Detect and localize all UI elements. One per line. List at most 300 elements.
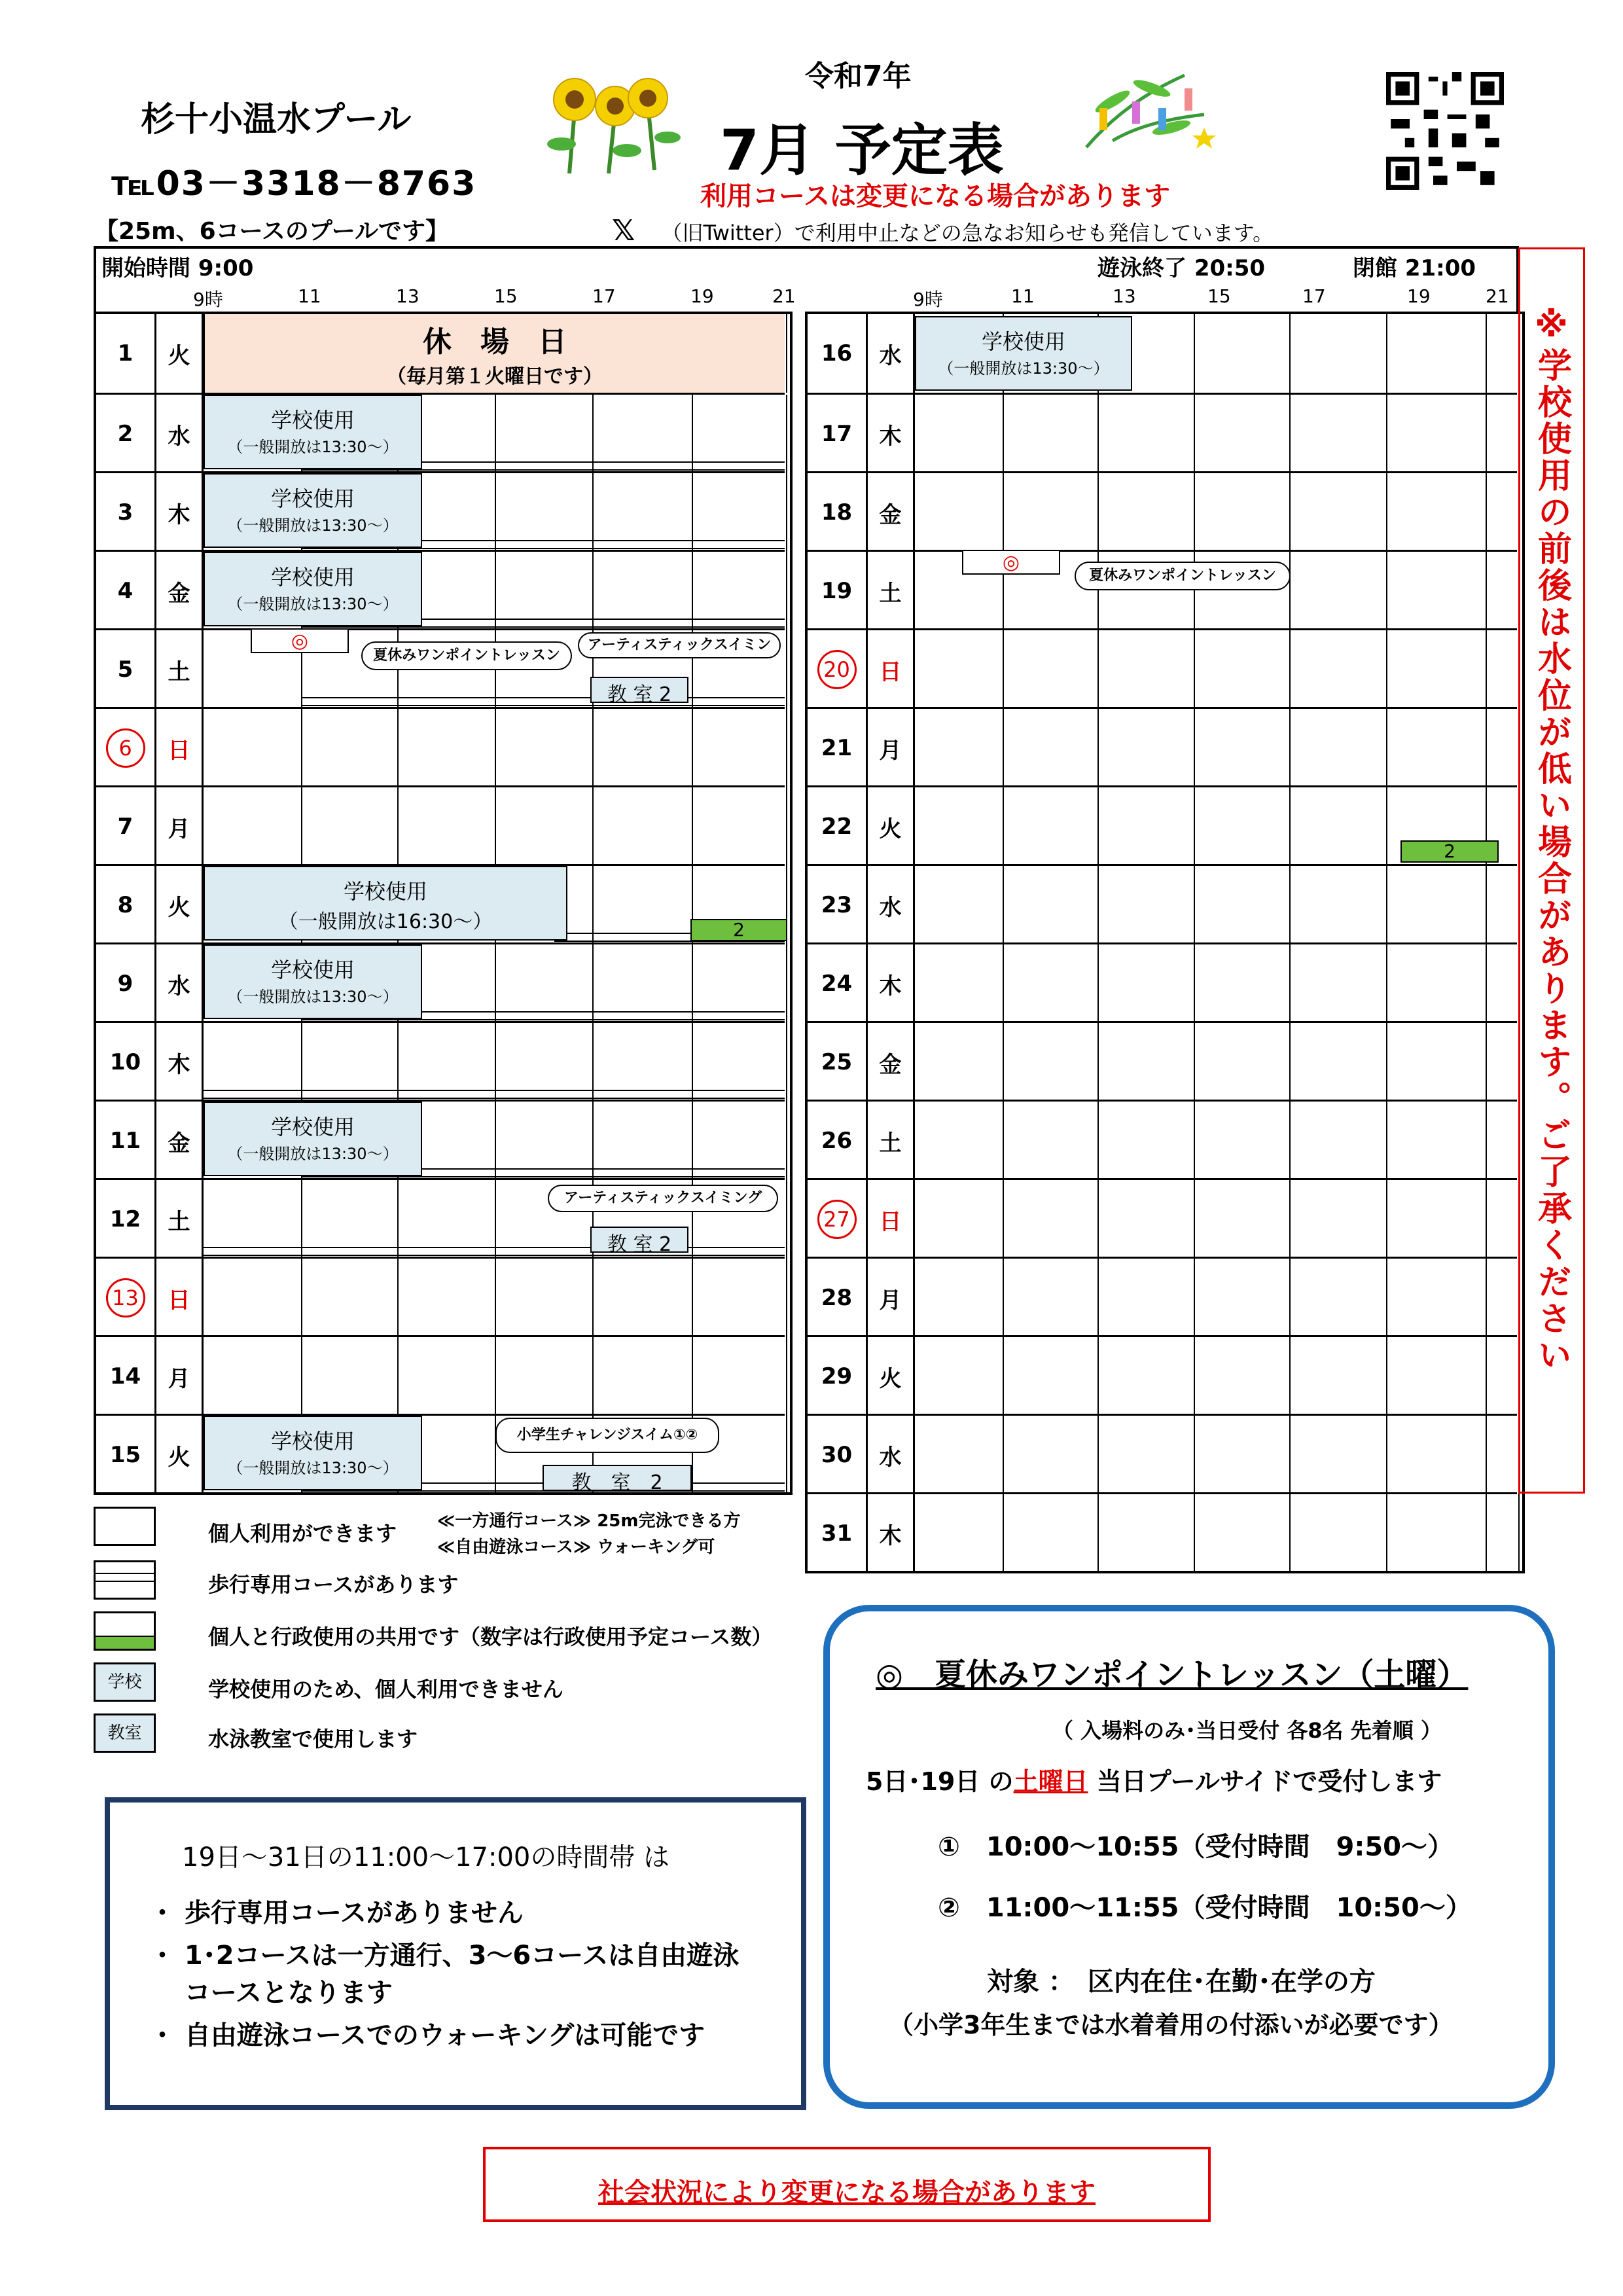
hour-cell (399, 787, 496, 866)
sunday-number: 27 (817, 1200, 857, 1239)
day-number: 4 (96, 552, 156, 630)
info-item: ・ 1･2コースは一方通行、3～6コースは自由遊泳 (149, 1941, 740, 1971)
hour-cell (1099, 1180, 1195, 1259)
hour-cell (204, 709, 302, 787)
rest-day-subtitle: （毎月第１火曜日です） (387, 365, 603, 388)
hour-cell (1387, 944, 1487, 1023)
shared-use-count: 2 (690, 919, 787, 941)
hour-cell (1099, 1102, 1195, 1180)
day-of-week: 木 (156, 473, 204, 552)
day-number: 31 (808, 1494, 868, 1573)
hour-cell (1004, 473, 1099, 552)
lesson-mark: ◎ (251, 628, 349, 653)
hour-cell (1195, 1102, 1291, 1180)
hour-cell (1487, 1180, 1520, 1259)
day-of-week: 土 (868, 552, 915, 630)
school-use-sub: （一般開放は13:30～） (227, 516, 399, 535)
lesson-bubble: 夏休みワンポイントレッスン (361, 641, 572, 670)
hour-cell (1387, 1494, 1487, 1573)
sunflower-illustration (543, 65, 687, 177)
hour-cell (1004, 1337, 1099, 1416)
day-of-week: 水 (156, 944, 204, 1023)
hour-cell (1004, 1259, 1099, 1337)
legend-walking: 歩行専用コースがあります (208, 1572, 459, 1597)
hour-cell (693, 787, 787, 866)
hour-cell (204, 1259, 302, 1337)
hour-cell (693, 709, 787, 787)
info-box-title: 19日～31日の11:00～17:00の時間帯 は (182, 1842, 670, 1873)
day-number: 1 (96, 314, 156, 393)
hour-cell (1487, 314, 1520, 393)
lesson-line-pre: 5日･19日 の (866, 1767, 1014, 1796)
day-number: 9 (96, 944, 156, 1023)
day-row (96, 707, 785, 787)
legend-shared-box (94, 1611, 156, 1651)
day-of-week: 木 (868, 944, 915, 1023)
hour-cell (1195, 1180, 1291, 1259)
day-row (808, 1335, 1517, 1416)
hour-cell (1291, 1259, 1387, 1337)
hour-cell (915, 944, 1004, 1023)
hour-cell (1387, 1102, 1487, 1180)
hour-cell (1387, 1416, 1487, 1494)
day-row (96, 1335, 785, 1416)
era-year: 令和7年 (805, 60, 912, 93)
hour-cell (496, 1337, 594, 1416)
day-number: 24 (808, 944, 868, 1023)
day-number: 17 (808, 395, 868, 473)
legend-individual-box (94, 1507, 156, 1546)
hour-cell (1004, 1023, 1099, 1102)
time-label: 15 (494, 285, 518, 307)
day-row (808, 1492, 1517, 1573)
afternoon-info-box (105, 1797, 806, 2110)
day-row (96, 550, 785, 630)
hour-cell (1387, 395, 1487, 473)
hour-cell (1387, 630, 1487, 709)
day-number (96, 709, 156, 787)
hour-cell (1487, 709, 1520, 787)
hour-cell (496, 1259, 594, 1337)
time-label: 17 (1302, 285, 1326, 307)
school-use-sub: （一般開放は13:30～） (227, 595, 399, 613)
hour-cell (1291, 630, 1387, 709)
hour-cell (915, 787, 1004, 866)
school-use-label: 学校使用 (270, 565, 355, 590)
hour-cell (399, 1337, 496, 1416)
school-use-block (204, 552, 422, 626)
time-label: 21 (772, 285, 796, 307)
day-number: 22 (808, 787, 868, 866)
day-of-week: 日 (156, 709, 204, 787)
day-number: 30 (808, 1416, 868, 1494)
hour-cell (693, 1337, 787, 1416)
day-number: 12 (96, 1180, 156, 1259)
hour-cell (594, 1259, 693, 1337)
school-use-block (204, 473, 422, 548)
hour-cell (1004, 944, 1099, 1023)
day-of-week: 金 (868, 1023, 915, 1102)
time-label: 9時 (193, 289, 223, 310)
day-of-week: 火 (868, 1337, 915, 1416)
x-notice-text: （旧Twitter）で利用中止などの急なお知らせも発信しています。 (661, 221, 1274, 245)
lesson-target-note: （小学3年生までは水着着用の付添いが必要です） (889, 2011, 1454, 2039)
school-use-block (204, 1416, 422, 1490)
day-row (96, 1021, 785, 1102)
day-of-week: 日 (868, 1180, 915, 1259)
day-number: 3 (96, 473, 156, 552)
legend-classroom-box: 教室 (94, 1713, 156, 1753)
artistic-swimming-bubble: アーティスティックスイミン (578, 632, 781, 658)
rest-day-block (204, 314, 785, 393)
hour-cell (1387, 1337, 1487, 1416)
hour-cell (1004, 709, 1099, 787)
hour-cell (915, 1102, 1004, 1180)
open-time: 開始時間 9:00 (101, 255, 254, 281)
day-row (96, 471, 785, 552)
day-number: 2 (96, 395, 156, 473)
lesson-title (876, 1649, 1548, 1695)
day-of-week: 水 (868, 866, 915, 944)
hour-cell (1195, 1259, 1291, 1337)
school-use-sub: （一般開放は16:30～） (278, 910, 493, 933)
time-label: 17 (592, 285, 616, 307)
hour-cell (1291, 1023, 1387, 1102)
day-number: 23 (808, 866, 868, 944)
legend-shared: 個人と行政使用の共用です（数字は行政使用予定コース数） (208, 1624, 773, 1649)
hour-cell (1195, 630, 1291, 709)
hour-cell (915, 1180, 1004, 1259)
hour-cell (1387, 1259, 1487, 1337)
hour-cell (1099, 944, 1195, 1023)
time-label: 13 (1113, 285, 1136, 307)
hour-cell (1487, 944, 1520, 1023)
hour-cell (1195, 709, 1291, 787)
footer-note: 社会状況により変更になる場合があります (598, 2178, 1096, 2208)
legend-walking-box (94, 1560, 156, 1600)
hour-cell (1487, 1259, 1520, 1337)
hour-cell (204, 787, 302, 866)
day-number (808, 1180, 868, 1259)
water-level-note-text: ※学校使用の前後は水位が低い場合があります。ご了承ください (1531, 306, 1571, 1374)
hour-cell (915, 709, 1004, 787)
school-use-block (204, 866, 567, 941)
day-row (808, 314, 1517, 393)
hour-cell (1487, 552, 1520, 630)
day-of-week: 金 (156, 1102, 204, 1180)
hour-cell (1291, 1416, 1387, 1494)
hour-cell (1487, 1337, 1520, 1416)
x-logo-icon[interactable]: 𝕏 (612, 214, 635, 247)
classroom-block: 教 室 2 (590, 677, 688, 703)
hour-cell (1004, 1416, 1099, 1494)
day-number: 25 (808, 1023, 868, 1102)
hour-cell (1291, 944, 1387, 1023)
day-row (96, 785, 785, 866)
hour-cell (1099, 1337, 1195, 1416)
hour-cell (1487, 473, 1520, 552)
shared-use-count: 2 (1400, 840, 1499, 863)
hour-cell (1487, 1494, 1520, 1573)
hour-cell (1195, 787, 1291, 866)
school-use-block (204, 1102, 422, 1176)
day-of-week: 月 (156, 1337, 204, 1416)
day-number: 28 (808, 1259, 868, 1337)
qr-code[interactable] (1386, 72, 1504, 190)
lesson-bubble: 夏休みワンポイントレッスン (1075, 562, 1291, 590)
day-of-week: 金 (868, 473, 915, 552)
hour-cell (915, 1259, 1004, 1337)
school-use-sub: （一般開放は13:30～） (938, 359, 1109, 378)
day-row (808, 628, 1517, 709)
day-number (96, 1259, 156, 1337)
hour-cell (1099, 866, 1195, 944)
footer-box (483, 2147, 1211, 2222)
x-notice (612, 214, 1274, 247)
artistic-swimming-bubble: アーティスティックスイミング (548, 1185, 778, 1212)
day-row (808, 471, 1517, 552)
hour-cell (1487, 1023, 1520, 1102)
day-row (808, 1257, 1517, 1337)
day-of-week: 火 (868, 787, 915, 866)
legend-free: ≪自由遊泳コース≫ ウォーキング可 (437, 1537, 715, 1557)
summer-lesson-box (823, 1605, 1555, 2109)
school-use-label: 学校使用 (270, 958, 355, 982)
hour-cell (1099, 630, 1195, 709)
school-use-block (204, 944, 422, 1019)
day-row (808, 1021, 1517, 1102)
hour-cell (1487, 1102, 1520, 1180)
time-label: 9時 (913, 289, 943, 310)
hour-cell (1387, 709, 1487, 787)
legend-school: 学校使用のため、個人利用できません (208, 1677, 563, 1702)
school-use-block (915, 316, 1132, 391)
day-of-week: 火 (156, 314, 204, 393)
day-number: 18 (808, 473, 868, 552)
hour-cell (1004, 787, 1099, 866)
hour-cell (496, 709, 594, 787)
hour-cell (915, 1023, 1004, 1102)
school-use-label: 学校使用 (270, 1115, 355, 1139)
walking-lane (204, 1090, 785, 1099)
schedule-table-days-16-31 (805, 312, 1525, 1573)
time-label: 13 (396, 285, 419, 307)
lesson-slot-1: ① 10:00～10:55（受付時間 9:50～） (938, 1832, 1454, 1862)
hour-cell (1099, 395, 1195, 473)
sunday-number: 6 (106, 728, 145, 768)
school-use-label: 学校使用 (270, 408, 355, 433)
school-use-label: 学校使用 (343, 879, 427, 904)
classroom-block: 教 室 2 (590, 1227, 688, 1253)
sunday-number: 20 (817, 650, 857, 689)
hour-cell (1291, 552, 1387, 630)
course-change-note: 利用コースは変更になる場合があります (700, 181, 1170, 211)
tanabata-bamboo-illustration (1073, 62, 1217, 160)
hour-cell (1099, 1416, 1195, 1494)
rest-day-title: 休 場 日 (423, 325, 567, 359)
lesson-line-post: 当日プールサイドで受付します (1088, 1767, 1442, 1796)
hour-cell (1099, 473, 1195, 552)
hour-cell (302, 709, 399, 787)
lesson-mark: ◎ (962, 550, 1060, 575)
hour-cell (1487, 1416, 1520, 1494)
day-of-week: 月 (156, 787, 204, 866)
hour-cell (1099, 1494, 1195, 1573)
hour-cell (1291, 1337, 1387, 1416)
hour-cell (399, 709, 496, 787)
hour-cell (1291, 787, 1387, 866)
hour-cell (915, 866, 1004, 944)
hour-cell (1387, 552, 1487, 630)
day-number: 29 (808, 1337, 868, 1416)
lesson-reception-line (866, 1761, 1548, 1797)
hour-cell (1004, 630, 1099, 709)
hour-cell (1195, 944, 1291, 1023)
day-row (808, 1414, 1517, 1494)
hour-cell (302, 1337, 399, 1416)
day-of-week: 水 (868, 1416, 915, 1494)
day-number: 14 (96, 1337, 156, 1416)
challenge-swim-bubble: 小学生チャレンジスイム①② (495, 1418, 719, 1453)
hour-cell (204, 1337, 302, 1416)
hour-cell (1387, 866, 1487, 944)
day-of-week: 金 (156, 552, 204, 630)
lesson-line-saturday: 土曜日 (1013, 1767, 1088, 1796)
day-row (808, 1100, 1517, 1180)
hour-cell (1004, 1494, 1099, 1573)
day-of-week: 日 (156, 1259, 204, 1337)
day-of-week: 土 (868, 1102, 915, 1180)
day-number: 5 (96, 630, 156, 709)
lesson-title-text: ◎ 夏休みワンポイントレッスン（土曜） (876, 1657, 1469, 1693)
hour-cell (1387, 1023, 1487, 1102)
schedule-table-days-1-15 (94, 312, 793, 1495)
hour-cell (1099, 787, 1195, 866)
hour-cell (1291, 395, 1387, 473)
hour-cell (1195, 395, 1291, 473)
time-label: 15 (1207, 285, 1231, 307)
pool-name: 杉十小温水プール (141, 100, 412, 139)
day-row (808, 942, 1517, 1023)
lesson-target: 対象 ： 区内在住･在勤･在学の方 (987, 1967, 1376, 1997)
school-use-label: 学校使用 (270, 1429, 355, 1454)
hour-cell (1195, 1023, 1291, 1102)
hour-cell (1291, 866, 1387, 944)
hour-cell (1004, 1102, 1099, 1180)
day-of-week: 土 (156, 1180, 204, 1259)
hour-cell (1387, 473, 1487, 552)
day-of-week: 月 (868, 1259, 915, 1337)
hour-cell (915, 1416, 1004, 1494)
hour-cell (1004, 395, 1099, 473)
hour-cell (1195, 473, 1291, 552)
legend-school-box: 学校 (94, 1662, 156, 1702)
hour-cell (1291, 1180, 1387, 1259)
hour-cell (1195, 1494, 1291, 1573)
legend-classroom: 水泳教室で使用します (208, 1727, 418, 1751)
hour-cell (1195, 1337, 1291, 1416)
school-use-sub: （一般開放は13:30～） (227, 1145, 399, 1163)
day-row (96, 393, 785, 473)
water-level-note (1518, 247, 1585, 1494)
day-of-week: 日 (868, 630, 915, 709)
hour-cell (693, 1259, 787, 1337)
day-number: 8 (96, 866, 156, 944)
info-item: ・ 歩行専用コースがありません (149, 1898, 524, 1928)
school-use-sub: （一般開放は13:30～） (227, 438, 399, 456)
day-number: 11 (96, 1102, 156, 1180)
classroom-block: 教 室 2 (543, 1465, 692, 1491)
time-label: 19 (690, 285, 714, 307)
hour-cell (1487, 395, 1520, 473)
hour-cell (1291, 473, 1387, 552)
school-use-label: 学校使用 (270, 486, 355, 511)
hour-cell (1099, 1023, 1195, 1102)
walking-lane (204, 1247, 785, 1256)
sunday-number: 13 (106, 1278, 145, 1318)
hour-cell (1387, 314, 1487, 393)
day-of-week: 水 (156, 395, 204, 473)
day-row (808, 707, 1517, 787)
schedule-header (94, 246, 1519, 281)
legend-individual: 個人利用ができます (208, 1521, 397, 1546)
lesson-slot-2: ② 11:00～11:55（受付時間 10:50～） (938, 1893, 1472, 1923)
hour-cell (1291, 1494, 1387, 1573)
hour-cell (302, 787, 399, 866)
hour-cell (1291, 314, 1387, 393)
closing-time: 閉館 21:00 (1353, 255, 1476, 281)
hour-cell (915, 395, 1004, 473)
day-number: 15 (96, 1416, 156, 1494)
hour-cell (1195, 1416, 1291, 1494)
day-row (96, 1100, 785, 1180)
time-label: 11 (298, 285, 321, 307)
time-label: 11 (1011, 285, 1035, 307)
school-use-label: 学校使用 (981, 329, 1065, 354)
time-label: 21 (1486, 285, 1509, 307)
day-row (808, 1178, 1517, 1259)
day-row (808, 864, 1517, 944)
page-title: 7月 予定表 (720, 118, 1004, 183)
legend-oneway: ≪一方通行コース≫ 25m完泳できる方 (437, 1511, 741, 1531)
day-number: 10 (96, 1023, 156, 1102)
info-item: コースとなります (149, 1978, 393, 2008)
hour-cell (302, 1259, 399, 1337)
hour-cell (915, 473, 1004, 552)
hour-cell (915, 630, 1004, 709)
hour-cell (399, 1259, 496, 1337)
day-row (96, 1257, 785, 1337)
hour-cell (1291, 1102, 1387, 1180)
pool-telephone: ℡03－3318－8763 (111, 164, 477, 204)
day-number: 19 (808, 552, 868, 630)
day-of-week: 土 (156, 630, 204, 709)
day-of-week: 木 (868, 1494, 915, 1573)
school-use-sub: （一般開放は13:30～） (227, 988, 399, 1006)
hour-cell (1195, 314, 1291, 393)
day-number: 21 (808, 709, 868, 787)
hour-cell (594, 709, 693, 787)
info-item: ・ 自由遊泳コースでのウォーキングは可能です (149, 2020, 705, 2051)
day-number: 7 (96, 787, 156, 866)
hour-cell (1099, 1259, 1195, 1337)
hour-cell (1487, 630, 1520, 709)
lesson-sub: （ 入場料のみ･当日受付 各8名 先着順 ） (1052, 1718, 1442, 1743)
hour-cell (1099, 709, 1195, 787)
hour-cell (1487, 866, 1520, 944)
day-number: 26 (808, 1102, 868, 1180)
hour-cell (915, 1337, 1004, 1416)
